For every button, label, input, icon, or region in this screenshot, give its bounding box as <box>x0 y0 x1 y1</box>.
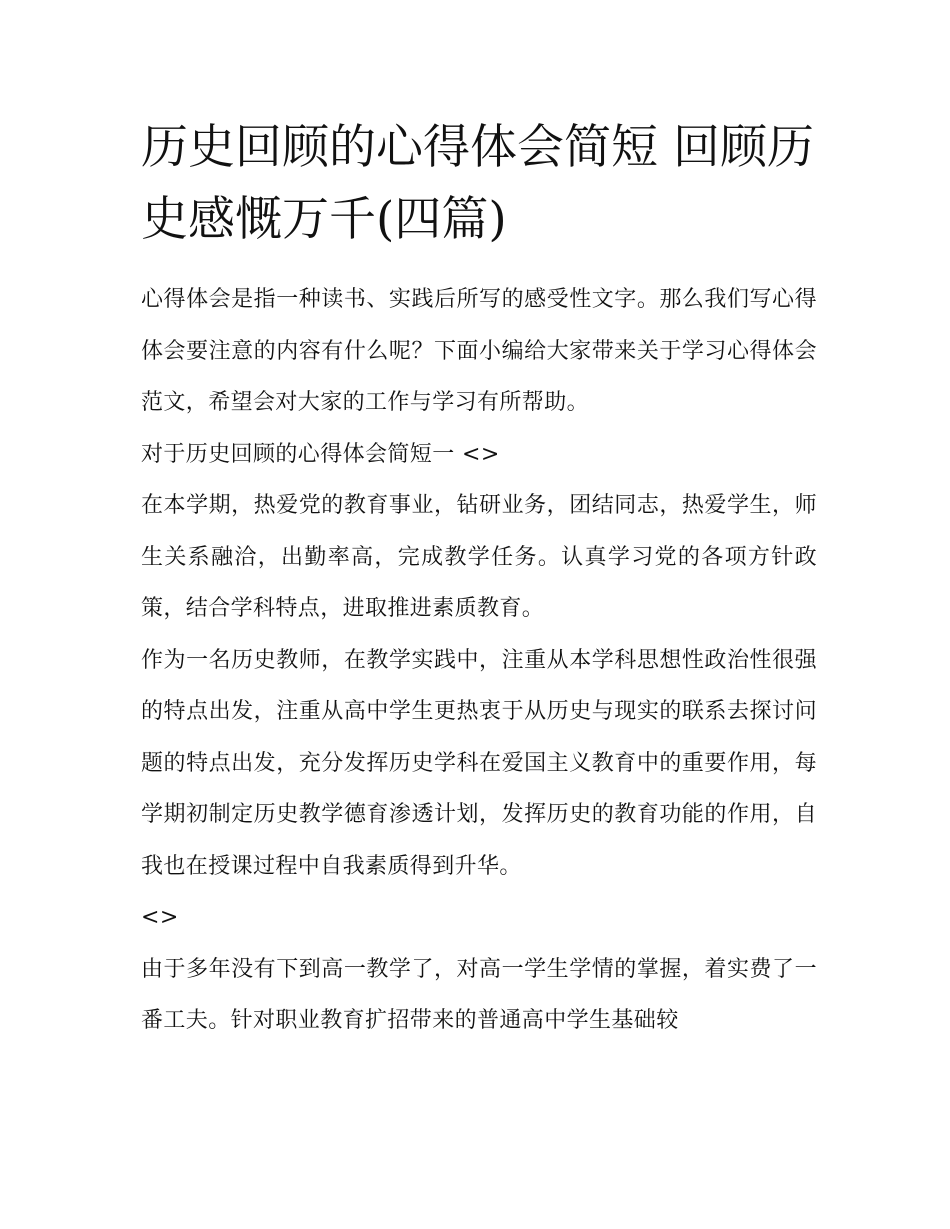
document-body <box>141 112 817 1047</box>
section-heading: 对于历史回顾的心得体会简短一 <> <box>141 441 500 467</box>
document-title: 历史回顾的心得体会简短 回顾历史感慨万千(四篇) <box>141 120 814 247</box>
body-paragraph: 由于多年没有下到高一教学了，对高一学生学情的掌握，着实费了一番工夫。针对职业教育扩招带来的普通高中学生基础较 <box>141 956 817 1033</box>
separator-marker: <> <box>141 905 179 930</box>
body-paragraph: 作为一名历史教师，在教学实践中，注重从本学科思想性政治性很强的特点出发，注重从高中学生更热衷于从历史与现实的联系去探讨问题的特点出发，充分发挥历史学科在爱国主义教育中的重要作用，每学期初制定历史教学德育渗透计划，发挥历史的教育功能的作用，自我也在授课过程中自我素质得到升华。 <box>141 647 817 879</box>
intro-paragraph: 心得体会是指一种读书、实践后所写的感受性文字。那么我们写心得体会要注意的内容有什么呢？下面小编给大家带来关于学习心得体会范文，希望会对大家的工作与学习有所帮助。 <box>141 287 817 415</box>
body-paragraph: 在本学期，热爱党的教育事业，钻研业务，团结同志，热爱学生，师生关系融洽，出勤率高，完成教学任务。认真学习党的各项方针政策，结合学科特点，进取推进素质教育。 <box>141 493 817 621</box>
